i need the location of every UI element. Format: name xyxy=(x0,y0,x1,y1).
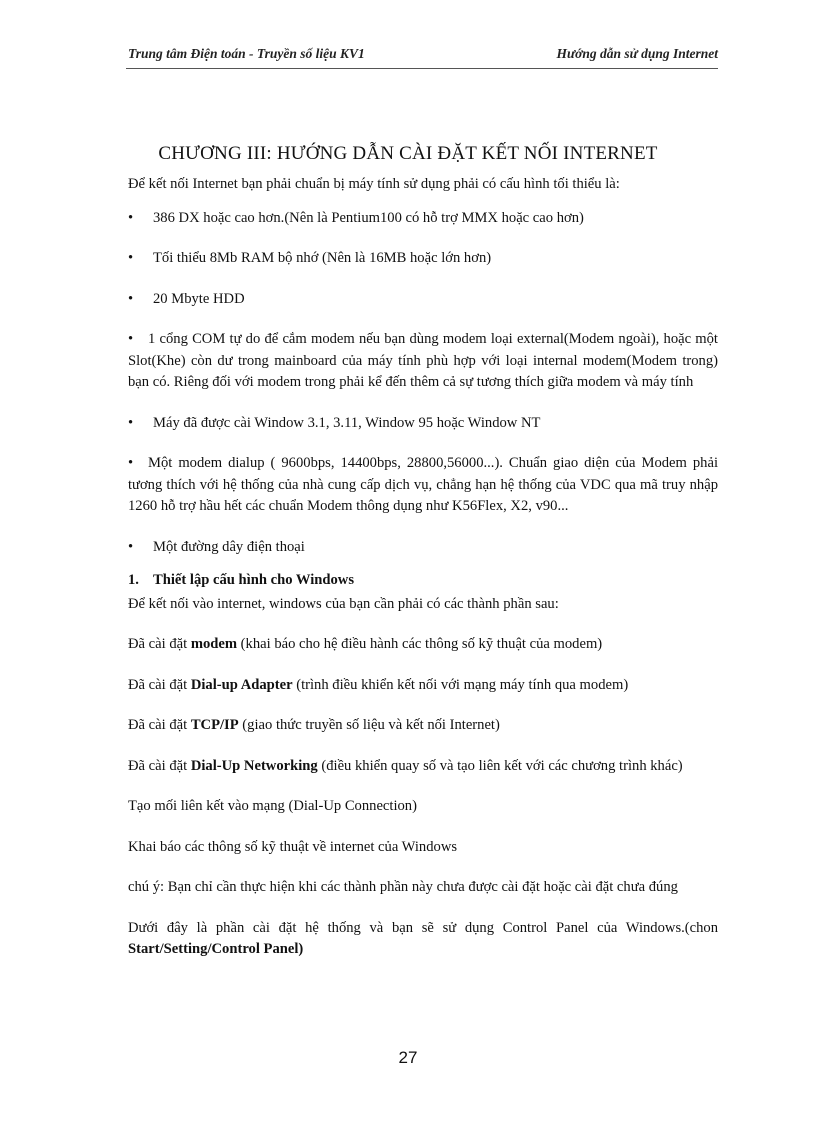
intro-paragraph: Để kết nối Internet bạn phải chuẩn bị máy tính sử dụng phải có cấu hình tối thiểu là: xyxy=(128,176,620,192)
component-name: Dial-Up Networking xyxy=(190,757,318,774)
requirement-item xyxy=(128,537,718,559)
component-item xyxy=(128,634,718,656)
component-prefix: Đã cài đặt xyxy=(128,717,191,733)
connection-line: Tạo mối liên kết vào mạng (Dial-Up Connection) xyxy=(128,798,417,814)
requirement-item xyxy=(128,289,718,311)
requirement-item xyxy=(128,208,718,230)
component-name: modem xyxy=(190,636,238,652)
section-heading xyxy=(128,570,718,592)
requirement-item xyxy=(128,329,718,394)
bullet-icon: • xyxy=(128,414,134,431)
page-number: 27 xyxy=(398,1048,418,1067)
requirement-text: Một đường dây điện thoại xyxy=(153,538,305,555)
requirement-text: 1 cổng COM tự do để cắm modem nếu bạn dùng modem loại external(Modem ngoài), hoặc một Slot(Khe) còn dư trong mainboard của máy tính phù hợp với loại internal modem(Modem trong) bạn có. Riêng đối với modem trong phải kể đến thêm cả sự tương thích giữa modem và máy tính xyxy=(128,331,718,390)
control-panel-path: Start/Setting/Control Panel) xyxy=(128,941,304,957)
final-text: Dưới đây là phần cài đặt hệ thống và bạn sẽ sử dụng Control Panel của Windows.(chon xyxy=(128,919,718,936)
component-item xyxy=(128,715,718,737)
header-document-title: Hướng dẫn sử dụng Internet xyxy=(556,46,718,61)
chapter-title: CHƯƠNG III: HƯỚNG DẪN CÀI ĐẶT KẾT NỐI INTERNET xyxy=(158,143,658,164)
requirement-text: Máy đã được cài Window 3.1, 3.11, Window 95 hoặc Window NT xyxy=(153,414,541,431)
section-number: 1. xyxy=(128,572,139,588)
requirement-item xyxy=(128,453,718,518)
component-prefix: Đã cài đặt xyxy=(128,757,191,774)
component-description: (khai báo cho hệ điều hành các thông số kỹ thuật của modem) xyxy=(237,636,603,652)
component-prefix: Đã cài đặt xyxy=(128,636,191,652)
bullet-icon: • xyxy=(128,538,134,555)
bullet-icon: • xyxy=(128,250,134,266)
section-title: Thiết lập cấu hình cho Windows xyxy=(153,572,355,588)
bullet-icon: • xyxy=(128,331,134,347)
component-item xyxy=(128,675,718,697)
bullet-icon: • xyxy=(128,455,134,471)
requirement-item xyxy=(128,248,718,270)
component-item xyxy=(128,756,718,778)
requirement-text: 20 Mbyte HDD xyxy=(153,290,245,307)
requirement-item xyxy=(128,413,718,435)
bullet-icon: • xyxy=(128,209,134,226)
section-intro: Để kết nối vào internet, windows của bạn cần phải có các thành phần sau: xyxy=(128,595,559,612)
component-description: (trình điều khiển kết nối với mạng máy tính qua modem) xyxy=(292,676,629,693)
requirement-text: Một modem dialup ( 9600bps, 14400bps, 28800,56000...). Chuẩn giao diện của Modem phải tương thích với hệ thống của nhà cung cấp dịch vụ, chẳng hạn hệ thống của VDC qua mã truy nhập 1260 hỗ trợ hầu hết các chuẩn Modem thông dụng như K56Flex, X2, v90... xyxy=(128,455,718,514)
header-organization: Trung tâm Điện toán - Truyền số liệu KV1 xyxy=(128,46,365,61)
requirement-text: Tối thiểu 8Mb RAM bộ nhớ (Nên là 16MB hoặc lớn hơn) xyxy=(153,250,492,266)
bullet-icon: • xyxy=(128,290,134,307)
component-prefix: Đã cài đặt xyxy=(128,676,191,693)
header-divider xyxy=(126,68,718,69)
component-description: (điều khiển quay số và tạo liên kết với các chương trình khác) xyxy=(317,757,683,774)
note-paragraph: chú ý: Bạn chỉ cần thực hiện khi các thành phần này chưa được cài đặt hoặc cài đặt chưa đúng xyxy=(128,879,678,895)
declare-line: Khai báo các thông số kỹ thuật về internet của Windows xyxy=(128,838,458,855)
component-name: TCP/IP xyxy=(190,717,239,733)
component-description: (giao thức truyền số liệu và kết nối Internet) xyxy=(238,717,500,733)
document-body xyxy=(128,174,718,961)
component-name: Dial-up Adapter xyxy=(190,676,293,693)
requirement-text: 386 DX hoặc cao hơn.(Nên là Pentium100 có hỗ trợ MMX hoặc cao hơn) xyxy=(153,209,584,226)
final-paragraph xyxy=(128,918,718,961)
running-header xyxy=(128,46,718,68)
